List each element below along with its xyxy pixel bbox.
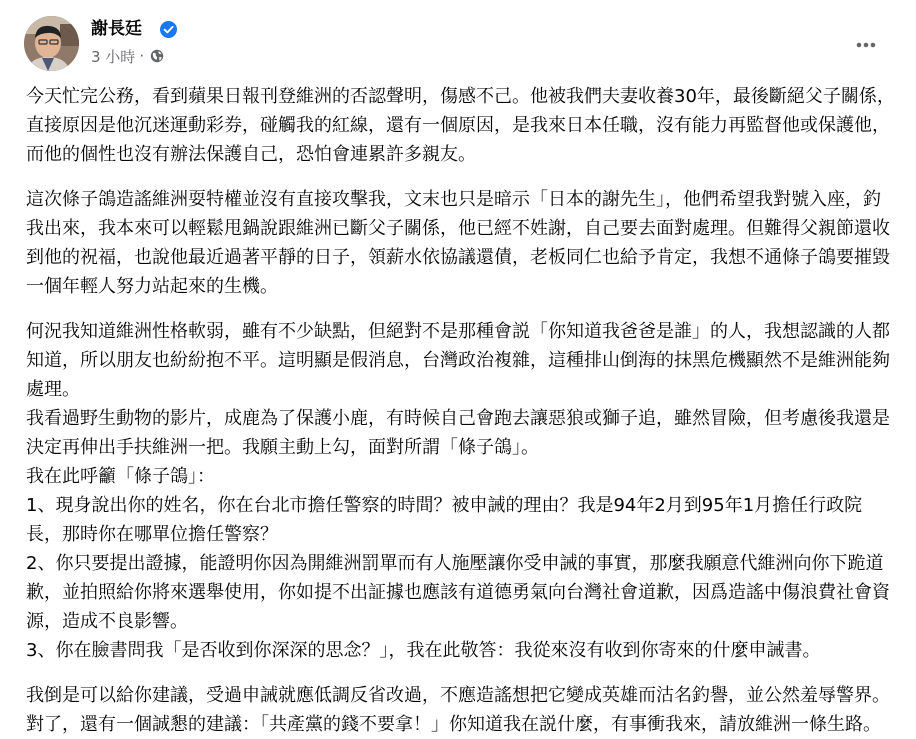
- post-meta: [91, 45, 164, 67]
- post-header: [0, 0, 916, 80]
- avatar-photo: [24, 16, 79, 71]
- post-paragraph-2: 這次條子鴿造謠維洲耍特權並沒有直接攻擊我，文末也只是暗示「日本的謝先生」，他們希望我對號入座，釣我出來，我本來可以輕鬆甩鍋說跟維洲已斷父子關係，他已經不姓謝，自己要去面對處理。但難得父親節還收到他的祝福，也說他最近過著平靜的日子，領薪水依協議還債，老板同仁也給予肯定，我想不通條子鴿要摧毀一個年輕人努力站起來的生機。: [26, 189, 890, 297]
- more-options-button[interactable]: [846, 25, 886, 65]
- post-paragraph-6: 1、現身說出你的姓名，你在台北市擔任警察的時間？被申誡的理由？我是94年2月到95年1月擔任行政院長，那時你在哪單位擔任警察？: [26, 495, 863, 545]
- post-paragraph-7: 2、你只要提出證據，能證明你因為開維洲罰單而有人施壓讓你受申誡的事實，那麼我願意代維洲向你下跪道歉，並拍照給你將來選舉使用，你如提不出証據也應該有道德勇氣向台灣社會道歉，因爲造謠中傷浪費社會資源，造成不良影響。: [26, 553, 890, 632]
- post-paragraph-8: 3、你在臉書問我「是否收到你深深的思念？」，我在此敬答：我從來沒有收到你寄來的什麼申誡書。: [26, 640, 821, 661]
- more-horizontal-icon: [856, 42, 876, 48]
- author-name[interactable]: 謝長廷: [91, 19, 142, 39]
- verified-badge-icon: [160, 21, 177, 38]
- post-paragraph-5: 我在此呼籲「條子鴿」：: [26, 466, 215, 487]
- post-paragraph-3: 何況我知道維洲性格軟弱，雖有不少缺點，但絕對不是那種會説「你知道我爸爸是誰」的人，我想認識的人都知道，所以朋友也紛紛抱不平。這明顯是假消息，台灣政治複雜，這種排山倒海的抹黑危機顯然不是維洲能夠處理。: [26, 321, 890, 400]
- author-avatar[interactable]: [24, 16, 79, 71]
- post-paragraph-9: 我倒是可以給你建議，受過申誡就應低調反省改過，不應造謠想把它變成英雄而沽名釣譽，並公然羞辱警界。對了，還有一個誠懇的建議：「共產黨的錢不要拿！」你知道我在説什麼，有事衝我來，請放維洲一條生路。: [26, 685, 890, 735]
- post-body: [26, 82, 896, 739]
- meta-separator: ·: [139, 47, 145, 65]
- post-paragraph-4: 我看過野生動物的影片，成鹿為了保護小鹿，有時候自己會跑去讓惡狼或獅子追，雖然冒險，但考慮後我還是決定再伸出手扶維洲一把。我願主動上勾，面對所謂「條子鴿」。: [26, 408, 890, 458]
- post-paragraph-1: 今天忙完公務，看到蘋果日報刊登維洲的否認聲明，傷感不己。他被我們夫妻收養30年，最後斷絕父子關係，直接原因是他沉迷運動彩券，碰觸我的紅線，還有一個原因，是我來日本任職，沒有能力再監督他或保護他，而他的個性也沒有辦法保護自己，恐怕會連累許多親友。: [26, 86, 895, 165]
- post-timestamp[interactable]: 3 小時: [91, 47, 136, 66]
- globe-icon[interactable]: [150, 49, 164, 63]
